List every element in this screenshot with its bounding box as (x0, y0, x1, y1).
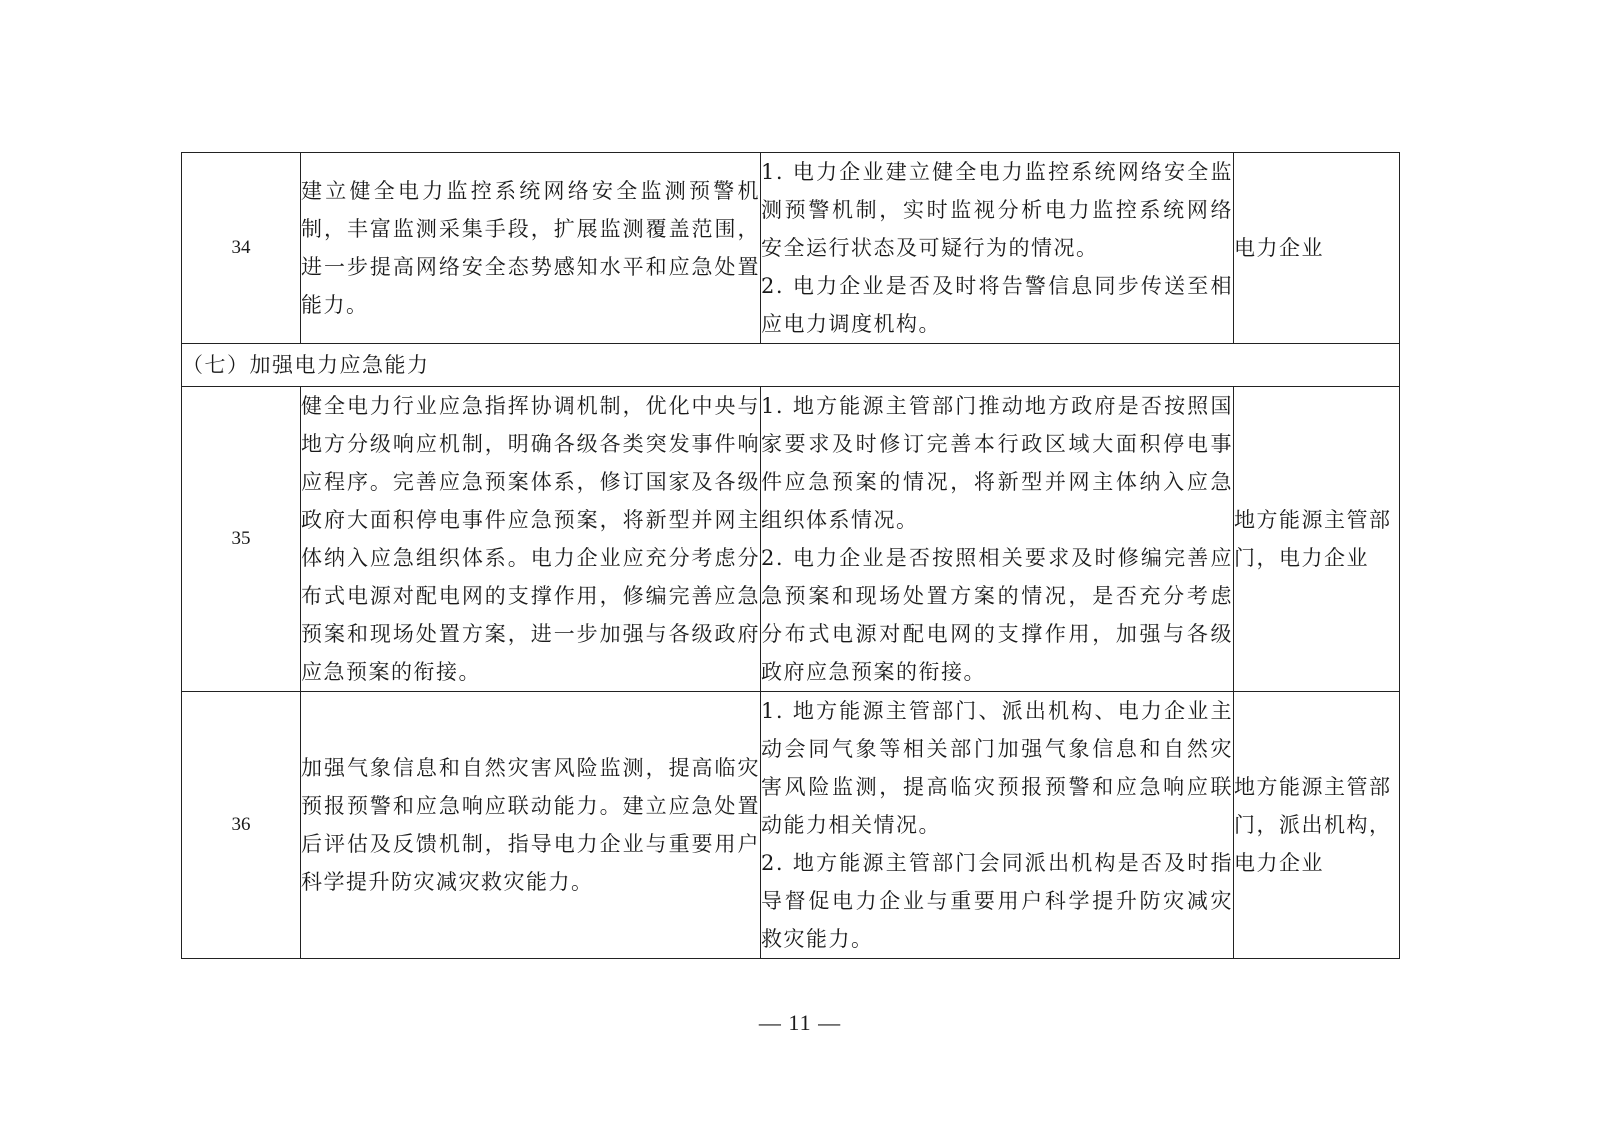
table-row (182, 387, 1400, 692)
responsible-party: 地方能源主管部门，电力企业 (1234, 387, 1400, 692)
task-table (181, 152, 1400, 959)
check-content (761, 387, 1234, 692)
section-heading: （七）加强电力应急能力 (182, 344, 1400, 387)
section-row (182, 344, 1400, 387)
row-number: 34 (182, 153, 301, 344)
task-description: 健全电力行业应急指挥协调机制，优化中央与地方分级响应机制，明确各级各类突发事件响应程序。完善应急预案体系，修订国家及各级政府大面积停电事件应急预案，将新型并网主体纳入应急组织体系。电力企业应充分考虑分布式电源对配电网的支撑作用，修编完善应急预案和现场处置方案，进一步加强与各级政府应急预案的衔接。 (301, 387, 761, 692)
table-row (182, 153, 1400, 344)
page-number: — 11 — (758, 1010, 842, 1035)
task-description: 建立健全电力监控系统网络安全监测预警机制，丰富监测采集手段，扩展监测覆盖范围，进一步提高网络安全态势感知水平和应急处置能力。 (301, 153, 761, 344)
responsible-party: 地方能源主管部门，派出机构，电力企业 (1234, 692, 1400, 959)
table-row (182, 692, 1400, 959)
check-item: 1. 地方能源主管部门推动地方政府是否按照国家要求及时修订完善本行政区域大面积停电事件应急预案的情况，将新型并网主体纳入应急组织体系情况。 (761, 394, 1233, 532)
row-number: 35 (182, 387, 301, 692)
responsible-party: 电力企业 (1234, 153, 1400, 344)
check-item: 2. 电力企业是否按照相关要求及时修编完善应急预案和现场处置方案的情况，是否充分考虑分布式电源对配电网的支撑作用，加强与各级政府应急预案的衔接。 (761, 546, 1233, 684)
task-description: 加强气象信息和自然灾害风险监测，提高临灾预报预警和应急响应联动能力。建立应急处置后评估及反馈机制，指导电力企业与重要用户科学提升防灾减灾救灾能力。 (301, 692, 761, 959)
row-number: 36 (182, 692, 301, 959)
check-content (761, 153, 1234, 344)
check-item: 2. 电力企业是否及时将告警信息同步传送至相应电力调度机构。 (761, 274, 1233, 336)
check-item: 1. 电力企业建立健全电力监控系统网络安全监测预警机制，实时监视分析电力监控系统网络安全运行状态及可疑行为的情况。 (761, 160, 1233, 260)
check-item: 1. 地方能源主管部门、派出机构、电力企业主动会同气象等相关部门加强气象信息和自然灾害风险监测，提高临灾预报预警和应急响应联动能力相关情况。 (761, 699, 1233, 837)
check-content (761, 692, 1234, 959)
check-item: 2. 地方能源主管部门会同派出机构是否及时指导督促电力企业与重要用户科学提升防灾减灾救灾能力。 (761, 851, 1233, 951)
